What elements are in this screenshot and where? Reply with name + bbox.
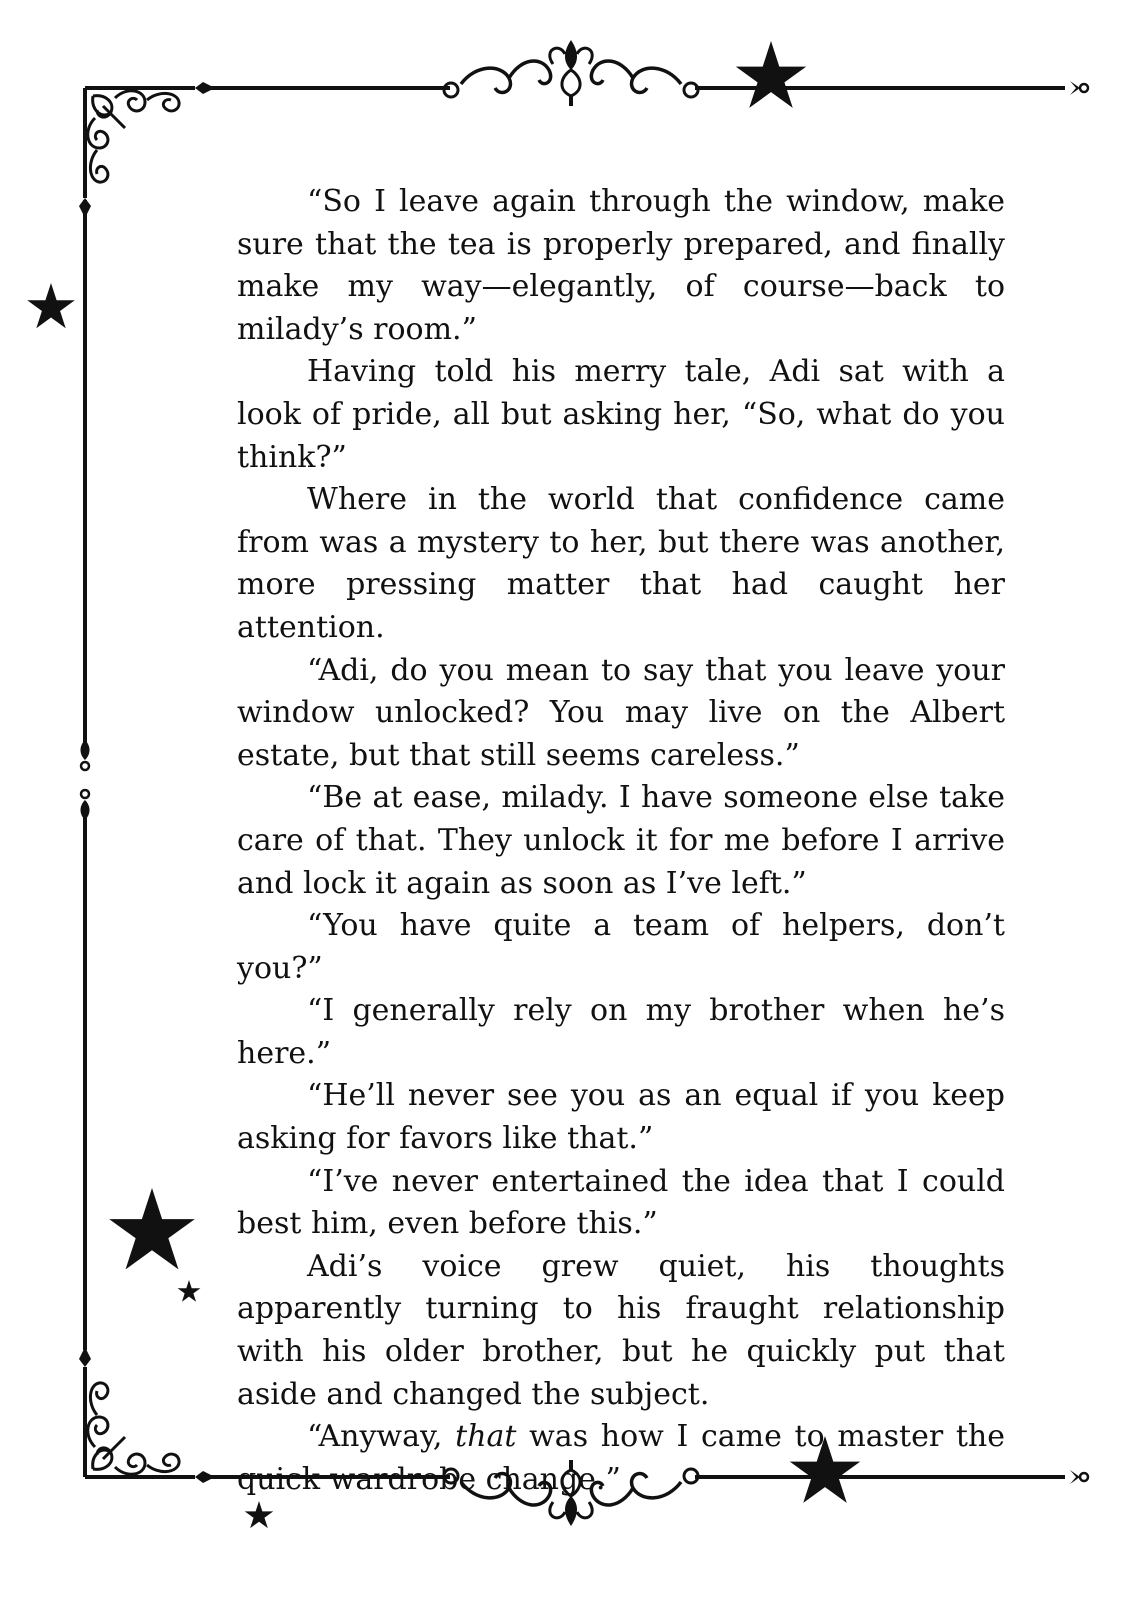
paragraph: “Adi, do you mean to say that you leave your window unlocked? You may live on the Albert estate, but that still seems careless.” [237, 652, 1005, 773]
arrow-tip-icon [1070, 1470, 1088, 1484]
arrow-tip-icon [1070, 81, 1088, 95]
text-run: “Anyway, [307, 1419, 456, 1455]
paragraph: “You have quite a team of helpers, don’t you?” [237, 908, 1005, 986]
emphasis-text: that [455, 1419, 517, 1455]
body-text [237, 181, 1005, 1501]
paragraph: “He’ll never see you as an equal if you keep asking for favors like that.” [237, 1078, 1005, 1157]
star-icon [27, 283, 75, 328]
corner-flourish-icon [79, 82, 215, 218]
arrow-tip-icon [81, 790, 90, 820]
star-icon [736, 41, 806, 108]
paragraph: “I generally rely on my brother when he’s here.” [237, 993, 1005, 1071]
paragraph: Where in the world that confidence came from was a mystery to her, but there was another, more pressing matter that had caught her attention. [237, 482, 1005, 645]
paragraph: “I’ve never entertained the idea that I could best him, even before this.” [237, 1163, 1005, 1242]
arrow-tip-icon [81, 740, 90, 770]
paragraph: Adi’s voice grew quiet, his thoughts apparently turning to his fraught relationship with his older brother, but he quickly put that aside and changed the subject. [237, 1248, 1005, 1412]
paragraph [237, 1416, 1005, 1501]
paragraph: “Be at ease, milady. I have someone else take care of that. They unlock it for me before I arrive and lock it again as soon as I’ve left.” [237, 780, 1005, 901]
center-scroll-icon [444, 40, 698, 106]
paragraph: Having told his merry tale, Adi sat with a look of pride, all but asking her, “So, what do you think?” [237, 354, 1005, 475]
star-icon [245, 1501, 274, 1528]
text-run: was how I came to master the quick wardrobe change.” [237, 1419, 1005, 1497]
corner-flourish-icon [79, 1347, 215, 1483]
star-icon [109, 1188, 195, 1269]
star-icon [178, 1280, 201, 1302]
paragraph: “So I leave again through the window, make sure that the tea is properly prepared, and finally make my way—elegantly, of course—back to milady’s room.” [237, 184, 1005, 347]
